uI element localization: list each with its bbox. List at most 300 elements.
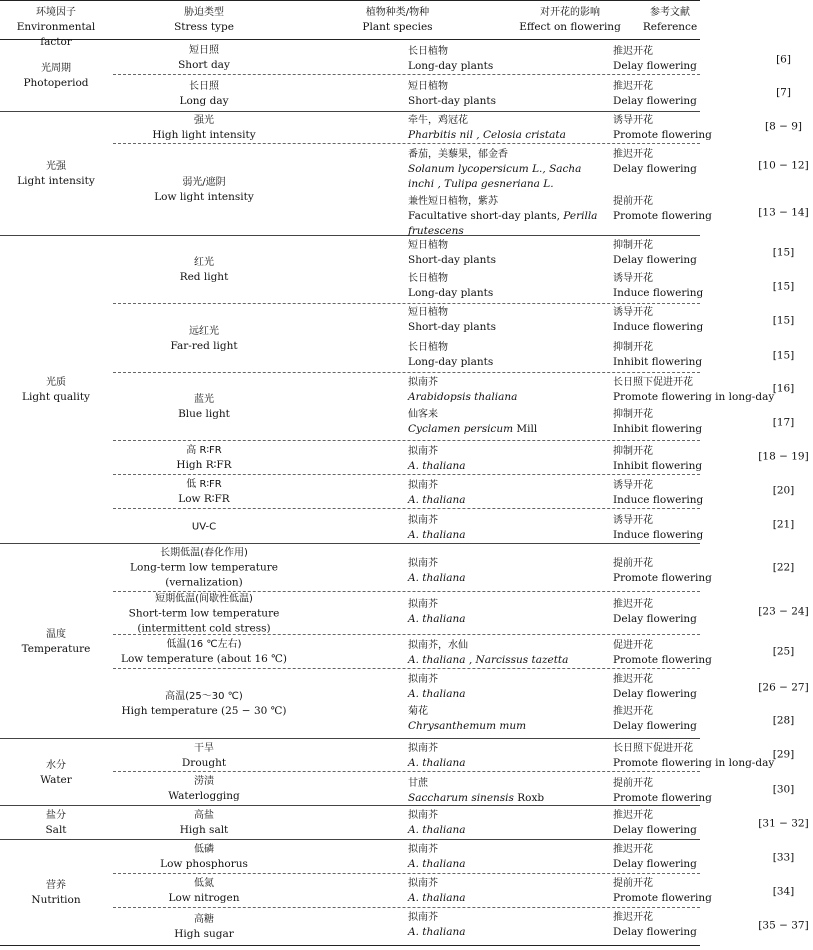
flowering-effect xyxy=(613,444,763,474)
stress-type-en: Low nitrogen xyxy=(168,892,240,904)
stress-type-en: Low temperature (about 16 ℃) xyxy=(120,653,288,665)
species-line xyxy=(408,571,613,586)
effect-zh: 诱导开花 xyxy=(613,273,653,284)
flowering-effect xyxy=(613,79,763,109)
flowering-effect xyxy=(613,271,763,301)
env-factor-label xyxy=(0,758,112,788)
plant-species xyxy=(408,741,613,771)
effect-zh: 推迟开花 xyxy=(613,912,653,923)
effect-en: Inhibit flowering xyxy=(613,356,703,368)
species-line xyxy=(408,444,613,459)
stress-type-zh: 低 R∶FR xyxy=(186,479,222,490)
species-text: 番茄，美藜果，郁金香 xyxy=(408,149,508,160)
flowering-effect xyxy=(613,305,763,335)
species-latin-name: A. thaliana xyxy=(408,892,466,904)
env-factor-label xyxy=(0,159,112,189)
reference: [30] xyxy=(772,783,795,796)
effect-zh: 推迟开花 xyxy=(613,810,653,821)
species-latin-name: A. thaliana xyxy=(408,529,466,541)
stress-block xyxy=(113,592,809,635)
plant-species xyxy=(408,638,613,668)
flowering-effect xyxy=(613,194,763,224)
effect-zh: 推迟开花 xyxy=(613,81,653,92)
reference: [8 − 9] xyxy=(764,120,803,133)
flowering-effect xyxy=(613,44,763,74)
stress-type-zh: 低温(16 ℃左右) xyxy=(166,639,242,650)
stress-type-en: Long day xyxy=(179,94,229,107)
reference: [13 − 14] xyxy=(758,206,809,219)
plant-species xyxy=(408,44,613,74)
stress-block xyxy=(113,806,809,840)
env-factor-label xyxy=(0,627,112,657)
effect-en: Delay flowering xyxy=(613,858,697,870)
flowering-effect xyxy=(613,375,775,405)
effect-en: Promote flowering in long-day xyxy=(613,391,775,403)
species-line xyxy=(408,459,613,474)
stress-type-label xyxy=(113,774,295,804)
stress-type-zh: 强光 xyxy=(194,115,214,126)
species-text: 拟南芥 xyxy=(408,515,438,526)
stress-type-en: Red light xyxy=(179,271,229,283)
effect-zh: 抑制开花 xyxy=(613,240,653,251)
species-line xyxy=(408,842,613,857)
species-line xyxy=(408,808,613,823)
species-text: 长日植物 xyxy=(408,46,448,57)
stress-type-zh: 长日照 xyxy=(189,80,219,92)
stress-type-en: High sugar xyxy=(174,928,234,940)
effect-en: Promote flowering xyxy=(613,892,712,904)
species-line xyxy=(408,597,613,612)
species-text: Short-day plants xyxy=(408,254,497,266)
stress-type-en: Waterlogging xyxy=(168,790,240,802)
effect-en: Delay flowering xyxy=(613,254,697,266)
stress-type-zh: 红光 xyxy=(194,257,214,268)
stress-type-zh: 高糖 xyxy=(194,914,214,925)
species-line xyxy=(408,162,613,177)
stress-block xyxy=(113,772,795,806)
species-line xyxy=(408,653,613,668)
flowering-effect xyxy=(613,776,763,806)
stress-type-label xyxy=(113,689,295,719)
species-line xyxy=(408,355,613,370)
stress-type-label xyxy=(113,519,295,534)
stress-type-label xyxy=(113,324,295,354)
stress-type-zh: 高温(25～30 ℃) xyxy=(165,691,243,702)
stress-type-zh: 高 R∶FR xyxy=(186,445,222,456)
effect-en: Promote flowering xyxy=(613,792,712,804)
plant-species xyxy=(408,808,613,838)
env-factor-en: Nutrition xyxy=(31,894,81,906)
env-factor-zh: 光周期 xyxy=(41,63,71,74)
flowering-effect xyxy=(613,704,763,734)
effect-zh: 诱导开花 xyxy=(613,515,653,526)
stress-block xyxy=(113,544,795,592)
species-latin-name: frutescens xyxy=(408,225,464,237)
species-line xyxy=(408,756,613,771)
stress-type-label xyxy=(113,546,295,591)
species-text: Mill xyxy=(513,423,538,435)
species-line xyxy=(408,876,613,891)
reference: [7] xyxy=(776,86,791,99)
species-latin-name: A. thaliana , Narcissus tazetta xyxy=(408,654,569,666)
stress-type-label xyxy=(113,113,295,143)
plant-species xyxy=(408,556,613,586)
effect-zh: 诱导开花 xyxy=(613,480,653,491)
env-factor-label xyxy=(0,808,112,838)
effect-zh: 推迟开花 xyxy=(613,674,653,685)
effect-en: Delay flowering xyxy=(613,163,697,175)
env-factor-en: Water xyxy=(40,773,72,786)
species-text: 拟南芥 xyxy=(408,446,438,457)
plant-species xyxy=(408,478,613,508)
species-line xyxy=(408,672,613,687)
plant-species xyxy=(408,672,613,702)
env-group xyxy=(0,806,809,840)
species-text: Roxb xyxy=(513,792,545,804)
effect-en: Delay flowering xyxy=(613,926,697,938)
flowering-effect xyxy=(613,340,763,370)
plant-species xyxy=(408,910,613,940)
species-line xyxy=(408,320,613,335)
effect-zh: 促进开花 xyxy=(613,640,653,651)
species-line xyxy=(408,271,613,286)
species-line xyxy=(408,493,613,508)
species-latin-name: A. thaliana xyxy=(408,858,466,870)
env-group xyxy=(0,236,809,544)
header-reference: 参考文献 Reference xyxy=(642,7,698,33)
species-text: 拟南芥 xyxy=(408,878,438,889)
stress-type-zh: 远红光 xyxy=(189,325,219,337)
species-line xyxy=(408,79,613,94)
species-line xyxy=(408,238,613,253)
stress-type-en: Low phosphorus xyxy=(160,858,248,870)
header-env: 环境因子 Environmental factor xyxy=(16,7,96,48)
species-line xyxy=(408,925,613,940)
reference: [15] xyxy=(772,314,795,327)
species-text: Long-day plants xyxy=(408,60,494,72)
species-line xyxy=(408,177,613,192)
species-line xyxy=(408,286,613,301)
species-latin-name: A. thaliana xyxy=(408,757,466,769)
effect-en: Delay flowering xyxy=(613,824,697,836)
flowering-effect xyxy=(613,407,763,437)
species-latin-name: Solanum lycopersicum L., Sacha xyxy=(408,163,582,175)
stress-type-zh: UV-C xyxy=(191,521,217,532)
plant-species xyxy=(408,375,613,405)
reference: [25] xyxy=(772,645,795,658)
env-factor-zh: 营养 xyxy=(46,880,66,891)
species-text: 拟南芥 xyxy=(408,674,438,685)
species-text: 拟南芥 xyxy=(408,377,438,388)
stress-type-en: Far-red light xyxy=(170,339,238,352)
species-text: Short-day plants xyxy=(408,321,497,333)
species-line xyxy=(408,513,613,528)
species-line xyxy=(408,209,613,224)
species-text: Long-day plants xyxy=(408,356,494,368)
stress-block xyxy=(113,635,795,669)
effect-en: Induce flowering xyxy=(613,287,704,299)
effect-zh: 长日照下促进开花 xyxy=(613,743,693,754)
species-text: 拟南芥，水仙 xyxy=(408,640,468,651)
header-species: 植物种类/物种 Plant species xyxy=(362,7,433,33)
species-line xyxy=(408,638,613,653)
species-line xyxy=(408,478,613,493)
plant-species xyxy=(408,271,613,301)
env-factor-en: Photoperiod xyxy=(23,77,89,89)
species-line xyxy=(408,791,613,806)
species-line xyxy=(408,891,613,906)
species-line xyxy=(408,253,613,268)
stress-type-en: Drought xyxy=(181,756,227,769)
reference: [10 − 12] xyxy=(758,159,809,172)
env-group xyxy=(0,544,809,739)
table-header xyxy=(0,0,700,48)
effect-en: Delay flowering xyxy=(613,688,697,700)
reference: [34] xyxy=(772,885,795,898)
stress-type-en: Low light intensity xyxy=(154,191,254,203)
effect-en: Promote flowering xyxy=(613,210,712,222)
stress-block xyxy=(113,739,795,772)
stress-type-label xyxy=(113,255,295,285)
species-text: Short-day plants xyxy=(408,95,497,107)
stress-block xyxy=(113,908,809,946)
species-latin-name: A. thaliana xyxy=(408,494,466,506)
species-line xyxy=(408,857,613,872)
stress-type-zh: 低磷 xyxy=(194,844,214,855)
plant-species xyxy=(408,194,613,239)
species-text: 短日植物 xyxy=(408,307,448,318)
reference: [23 − 24] xyxy=(758,605,809,618)
env-group xyxy=(0,40,791,112)
stress-type-zh: 弱光/遮阴 xyxy=(182,177,226,188)
plant-species xyxy=(408,597,613,627)
species-line xyxy=(408,59,613,74)
species-line xyxy=(408,612,613,627)
reference: [15] xyxy=(772,246,795,259)
env-factor-zh: 光强 xyxy=(46,161,66,172)
env-factor-en: Temperature xyxy=(21,642,91,655)
stress-block xyxy=(113,236,795,304)
stress-type-en: High temperature (25 − 30 ℃) xyxy=(121,705,287,717)
plant-species xyxy=(408,113,613,143)
flowering-effect xyxy=(613,556,763,586)
stress-type-en: Short day xyxy=(178,58,230,71)
header-stress: 胁迫类型 Stress type xyxy=(174,7,234,33)
species-text: 牵牛，鸡冠花 xyxy=(408,115,468,126)
species-text: 长日植物 xyxy=(408,273,448,284)
stress-type-label xyxy=(113,443,295,473)
stress-type-label xyxy=(113,392,295,422)
effect-en: Delay flowering xyxy=(613,613,697,625)
species-text: 长日植物 xyxy=(408,342,448,353)
species-line xyxy=(408,340,613,355)
effect-en: Delay flowering xyxy=(613,60,697,72)
env-factor-zh: 光质 xyxy=(46,377,66,388)
species-text: 甘蔗 xyxy=(408,778,428,789)
effect-zh: 推迟开花 xyxy=(613,844,653,855)
reference: [15] xyxy=(772,280,795,293)
effect-en: Induce flowering xyxy=(613,494,704,506)
stress-type-label xyxy=(113,842,295,872)
effect-en: Inhibit flowering xyxy=(613,423,703,435)
flowering-effect xyxy=(613,808,763,838)
effect-en: Promote flowering xyxy=(613,654,712,666)
reference: [22] xyxy=(772,561,795,574)
effect-en: Delay flowering xyxy=(613,95,697,107)
stress-type-en: (intermittent cold stress) xyxy=(137,622,271,634)
effect-zh: 长日照下促进开花 xyxy=(613,377,693,388)
reference: [6] xyxy=(776,53,791,66)
species-latin-name: Arabidopsis thaliana xyxy=(408,391,518,403)
flowering-effect xyxy=(613,597,763,627)
species-line xyxy=(408,44,613,59)
stress-block xyxy=(113,441,809,475)
plant-species xyxy=(408,340,613,370)
effect-zh: 提前开花 xyxy=(613,878,653,889)
stress-type-label xyxy=(113,591,295,636)
env-factor-label xyxy=(0,375,112,405)
effect-zh: 推迟开花 xyxy=(613,149,653,160)
species-text: Facultative short-day plants, xyxy=(408,210,564,222)
species-line xyxy=(408,147,613,162)
species-line xyxy=(408,741,613,756)
stress-block xyxy=(113,509,795,544)
stress-type-label xyxy=(113,741,295,771)
stress-type-en: High R∶FR xyxy=(176,459,232,471)
reference: [33] xyxy=(772,851,795,864)
env-group xyxy=(0,739,795,806)
stress-type-zh: 干旱 xyxy=(194,742,214,754)
species-line xyxy=(408,910,613,925)
stress-type-zh: 涝渍 xyxy=(194,776,214,787)
env-factor-en: Light intensity xyxy=(17,175,95,187)
species-line xyxy=(408,128,613,143)
effect-en: Induce flowering xyxy=(613,529,704,541)
flowering-effect xyxy=(613,513,763,543)
effect-en: Promote flowering xyxy=(613,572,712,584)
stress-block xyxy=(113,669,809,739)
stress-block xyxy=(113,304,795,373)
stress-block xyxy=(113,840,795,874)
stress-type-en: Long-term low temperature xyxy=(130,561,278,574)
plant-species xyxy=(408,776,613,806)
stress-type-zh: 低氮 xyxy=(194,878,214,889)
species-text: 兼性短日植物，紫苏 xyxy=(408,196,498,207)
header-effect: 对开花的影响 Effect on flowering xyxy=(519,7,621,33)
effect-zh: 推迟开花 xyxy=(613,706,653,717)
species-latin-name: Pharbitis nil , Celosia cristata xyxy=(408,129,566,141)
stress-type-label xyxy=(113,43,295,73)
species-text: 短日植物 xyxy=(408,81,448,92)
species-latin-name: Chrysanthemum mum xyxy=(408,720,527,732)
species-line xyxy=(408,407,613,422)
stress-type-zh: 短期低温(间歇性低温) xyxy=(155,593,253,604)
plant-species xyxy=(408,876,613,906)
species-line xyxy=(408,422,613,437)
plant-species xyxy=(408,444,613,474)
env-factor-en: Light quality xyxy=(22,391,90,403)
stress-type-label xyxy=(113,912,295,942)
species-text: 拟南芥 xyxy=(408,743,438,754)
species-latin-name: A. thaliana xyxy=(408,572,466,584)
effect-zh: 推迟开花 xyxy=(613,46,653,57)
plant-species xyxy=(408,79,613,109)
flowering-effect xyxy=(613,842,763,872)
effect-zh: 抑制开花 xyxy=(613,446,653,457)
species-line xyxy=(408,704,613,719)
stress-type-zh: 高盐 xyxy=(194,810,214,821)
species-latin-name: A. thaliana xyxy=(408,824,466,836)
species-text: 拟南芥 xyxy=(408,599,438,610)
effect-en: Induce flowering xyxy=(613,321,704,333)
species-text: 菊花 xyxy=(408,706,428,717)
species-text: 短日植物 xyxy=(408,240,448,251)
env-group xyxy=(0,112,809,237)
plant-species xyxy=(408,513,613,543)
species-line xyxy=(408,687,613,702)
reference: [16] xyxy=(772,382,795,395)
stress-type-label xyxy=(113,876,295,906)
flowering-effect xyxy=(613,672,763,702)
flowering-effect xyxy=(613,113,763,143)
reference: [15] xyxy=(772,349,795,362)
species-line xyxy=(408,305,613,320)
species-line xyxy=(408,194,613,209)
effect-zh: 提前开花 xyxy=(613,778,653,789)
species-line xyxy=(408,390,613,405)
stress-type-label xyxy=(113,637,295,667)
flowering-effect xyxy=(613,910,763,940)
reference: [20] xyxy=(772,484,795,497)
stress-type-zh: 蓝光 xyxy=(194,394,214,405)
plant-species xyxy=(408,704,613,734)
stress-block xyxy=(113,112,803,144)
stress-type-en: High light intensity xyxy=(152,129,256,141)
species-latin-name: Cyclamen persicum xyxy=(408,423,514,435)
species-line xyxy=(408,528,613,543)
stress-type-en: Low R∶FR xyxy=(178,493,230,505)
species-line xyxy=(408,556,613,571)
effect-zh: 抑制开花 xyxy=(613,409,653,420)
effect-en: Inhibit flowering xyxy=(613,460,703,472)
effect-en: Promote flowering xyxy=(613,129,712,141)
plant-species xyxy=(408,147,613,192)
stress-type-en: Blue light xyxy=(178,408,230,420)
env-factor-label xyxy=(0,878,112,908)
flowering-effect xyxy=(613,876,763,906)
reference: [18 − 19] xyxy=(758,450,809,463)
species-latin-name: A. thaliana xyxy=(408,926,466,938)
stress-type-en: (vernalization) xyxy=(165,576,243,589)
stress-type-en: Short-term low temperature xyxy=(128,607,280,619)
plant-species xyxy=(408,238,613,268)
stress-type-label xyxy=(113,79,295,109)
species-text: Long-day plants xyxy=(408,287,494,299)
env-group xyxy=(0,840,809,946)
effect-en: Delay flowering xyxy=(613,720,697,732)
env-factor-label xyxy=(0,61,112,91)
stress-type-label xyxy=(113,477,295,507)
species-line xyxy=(408,823,613,838)
effect-en: Promote flowering in long-day xyxy=(613,757,775,769)
plant-species xyxy=(408,842,613,872)
species-text: 拟南芥 xyxy=(408,844,438,855)
species-line xyxy=(408,375,613,390)
species-text: 拟南芥 xyxy=(408,810,438,821)
stress-block xyxy=(113,874,795,908)
reference: [35 − 37] xyxy=(758,919,809,932)
effect-zh: 诱导开花 xyxy=(613,115,653,126)
